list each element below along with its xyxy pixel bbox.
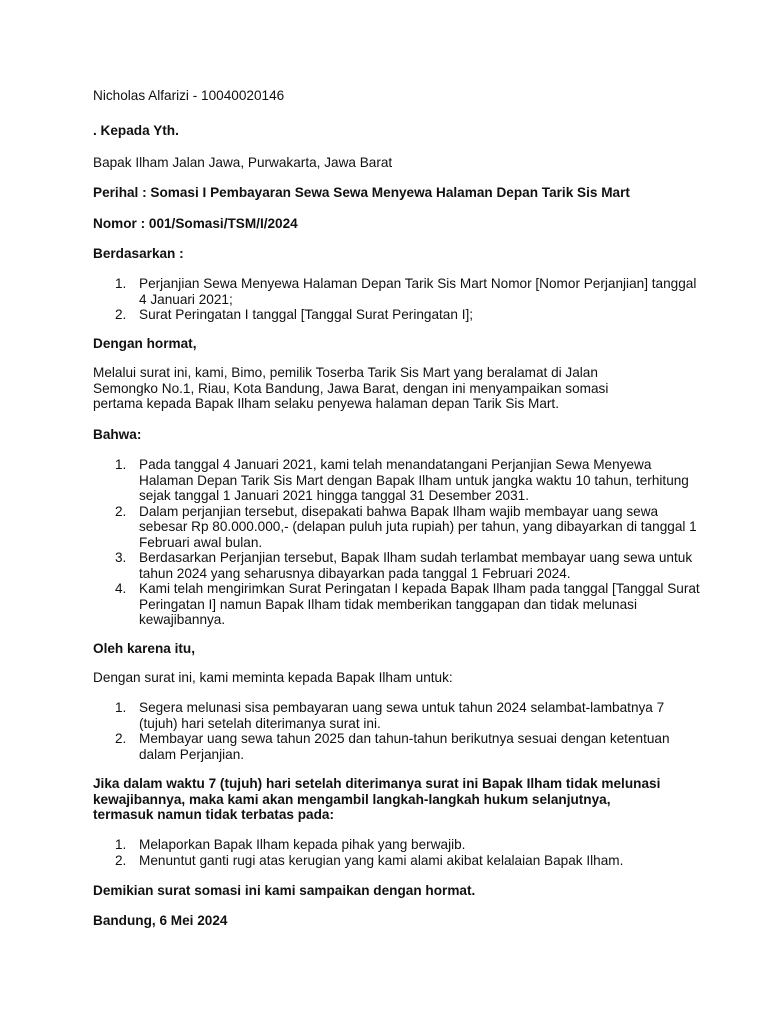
list-item-text: Perjanjian Sewa Menyewa Halaman Depan Tarik Sis Mart Nomor [Nomor Perjanjian] tanggal 4 Januari 2021; [139,276,697,307]
warning-paragraph: Jika dalam waktu 7 (tujuh) hari setelah diterimanya surat ini Bapak Ilham tidak melunasi kewajibannya, maka kami akan mengambil langkah-langkah hukum selanjutnya, termasuk namun tidak terbatas pada: [93,776,661,822]
oleh-karena-heading: Oleh karena itu, [93,641,195,656]
list-item-text: Surat Peringatan I tanggal [Tanggal Surat Peringatan I]; [139,307,474,322]
greeting: Dengan hormat, [93,336,197,351]
list-item [93,700,705,731]
list-item-number: 2. [115,852,127,868]
request-list [93,700,705,762]
list-item [93,731,705,762]
place-date: Bandung, 6 Mei 2024 [93,913,228,928]
list-item-text: Dalam perjanjian tersebut, disepakati bahwa Bapak Ilham wajib membayar uang sewa sebesar Rp 80.000.000,- (delapan puluh juta rupiah) per tahun, yang dibayarkan di tanggal 1 Februari awal bulan. [139,503,697,550]
list-item [93,504,705,551]
perihal-line: Perihal : Somasi I Pembayaran Sewa Sewa Menyewa Halaman Depan Tarik Sis Mart [93,185,630,200]
list-item-number: 2. [115,731,127,746]
list-item-number: 1. [115,700,127,715]
list-item-text: Membayar uang sewa tahun 2025 dan tahun-tahun berikutnya sesuai dengan ketentuan dalam Perjanjian. [139,731,670,762]
list-item [93,581,705,628]
list-item [93,276,705,307]
list-item [93,307,705,323]
list-item-text: Segera melunasi sisa pembayaran uang sewa untuk tahun 2024 selambat-lambatnya 7 (tujuh) hari setelah diterimanya surat ini. [139,700,665,731]
list-item [93,550,705,581]
list-item-number: 1. [115,837,127,852]
list-item-text: Melaporkan Bapak Ilham kepada pihak yang berwajib. [139,837,466,852]
list-item [93,853,705,869]
nomor-line: Nomor : 001/Somasi/TSM/I/2024 [93,216,298,231]
author-line: Nicholas Alfarizi - 10040020146 [93,88,285,103]
list-item-number: 2. [115,503,127,519]
list-item [93,457,705,504]
list-item-number: 1. [115,457,127,472]
berdasarkan-list [93,276,705,323]
list-item-number: 3. [115,550,127,565]
list-item-text: Pada tanggal 4 Januari 2021, kami telah menandatangani Perjanjian Sewa Menyewa Halaman Depan Tarik Sis Mart dengan Bapak Ilham untuk jangka waktu 10 tahun, terhitung sejak tanggal 1 Januari 2021 hingga tanggal 31 Desember 2031. [139,457,689,503]
list-item [93,837,705,853]
action-list [93,837,705,868]
list-item-text: Menuntut ganti rugi atas kerugian yang kami alami akibat kelalaian Bapak Ilham. [139,852,624,868]
list-item-text: Kami telah mengirimkan Surat Peringatan I kepada Bapak Ilham pada tanggal [Tanggal Surat Peringatan I] namun Bapak Ilham tidak memberikan tanggapan dan tidak melunasi kewajibannya. [139,581,700,627]
berdasarkan-heading: Berdasarkan : [93,246,184,261]
recipient-line: Bapak Ilham Jalan Jawa, Purwakarta, Jawa Barat [93,155,393,170]
bahwa-list [93,457,705,628]
request-intro: Dengan surat ini, kami meminta kepada Bapak Ilham untuk: [93,670,453,685]
list-item-number: 4. [115,581,127,596]
list-item-number: 2. [115,307,127,322]
closing-line: Demikian surat somasi ini kami sampaikan dengan hormat. [93,883,476,898]
list-item-text: Berdasarkan Perjanjian tersebut, Bapak Ilham sudah terlambat membayar uang sewa untuk tahun 2024 yang seharusnya dibayarkan pada tanggal 1 Februari 2024. [139,550,693,581]
intro-paragraph: Melalui surat ini, kami, Bimo, pemilik Toserba Tarik Sis Mart yang beralamat di Jalan Semongko No.1, Riau, Kota Bandung, Jawa Barat, dengan ini menyampaikan somasi pertama kepada Bapak Ilham selaku penyewa halaman depan Tarik Sis Mart. [93,365,609,411]
list-item-number: 1. [115,276,127,291]
bahwa-heading: Bahwa: [93,427,142,442]
kepada-line: . Kepada Yth. [93,123,179,138]
